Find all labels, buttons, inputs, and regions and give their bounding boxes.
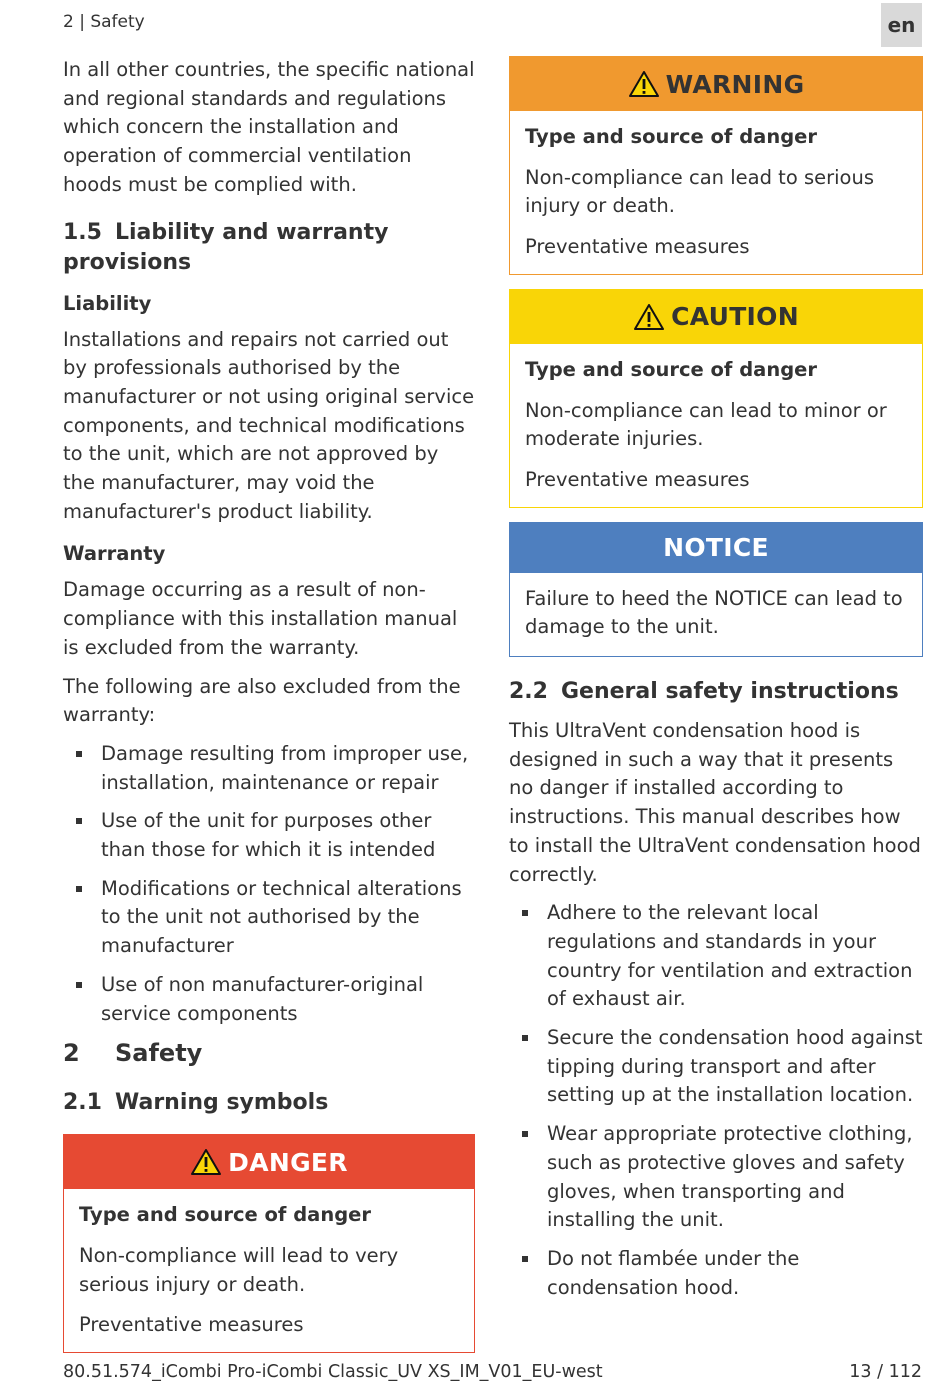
warranty-heading: Warranty xyxy=(63,542,166,566)
section-number: 2 xyxy=(63,1039,80,1068)
caution-box xyxy=(509,289,923,508)
warning-body xyxy=(510,111,922,274)
notice-box xyxy=(509,522,923,657)
right-column xyxy=(509,56,923,1312)
general-safety-text: This UltraVent condensation hood is designed in such a way that it presents no danger if installed according to instructions. This manual describes how to install the UltraVent condensation hood correctly. xyxy=(509,719,921,886)
danger-measures: Preventative measures xyxy=(79,1313,304,1337)
section-2-2-heading xyxy=(509,677,923,707)
running-header: 2 | Safety xyxy=(63,12,145,32)
section-title: Safety xyxy=(115,1039,203,1068)
notice-body xyxy=(510,573,922,656)
section-title: Liability and warranty provisions xyxy=(63,219,389,275)
warning-triangle-icon xyxy=(633,303,665,331)
caution-type: Type and source of danger xyxy=(525,357,818,381)
danger-description: Non-compliance will lead to very serious injury or death. xyxy=(79,1243,399,1296)
danger-label: DANGER xyxy=(228,1147,348,1177)
section-number: 2.2 xyxy=(509,679,548,705)
safety-list xyxy=(509,899,923,1302)
warranty-text-1: Damage occurring as a result of non-compliance with this installation manual is excluded from the warranty. xyxy=(63,578,458,659)
caution-measures: Preventative measures xyxy=(525,467,750,491)
warning-header xyxy=(510,57,922,111)
warning-triangle-icon xyxy=(190,1148,222,1176)
list-item: Modifications or technical alterations to the unit not authorised by the manufacturer xyxy=(63,875,475,961)
warranty-text-2: The following are also excluded from the warranty: xyxy=(63,674,461,727)
section-2-1-heading xyxy=(63,1088,475,1118)
exclusions-list xyxy=(63,740,475,1028)
section-1-5-heading xyxy=(63,218,475,278)
list-item: Damage resulting from improper use, installation, maintenance or repair xyxy=(63,740,475,797)
section-number: 2.1 xyxy=(63,1090,102,1116)
notice-header xyxy=(510,523,922,573)
warning-triangle-icon xyxy=(628,70,660,98)
section-2-heading xyxy=(63,1038,475,1068)
intro-paragraph: In all other countries, the specific national and regional standards and regulations which concern the installation and operation of commercial ventilation hoods must be complied with. xyxy=(63,58,475,196)
page-number: 13 / 112 xyxy=(849,1362,922,1382)
left-column xyxy=(63,56,475,1353)
warning-label: WARNING xyxy=(665,69,805,99)
notice-label: NOTICE xyxy=(663,533,769,563)
liability-text: Installations and repairs not carried out by professionals authorised by the manufacturer or not using original service components, and technical modifications to the unit, which are not approved by the manufacturer, may void the manufacturer's product liability. xyxy=(63,327,475,523)
danger-header xyxy=(64,1135,474,1189)
caution-body xyxy=(510,344,922,507)
caution-description: Non-compliance can lead to minor or moderate injuries. xyxy=(525,398,887,451)
section-number: 1.5 xyxy=(63,219,102,245)
list-item: Secure the condensation hood against tipping during transport and after setting up at the installation location. xyxy=(509,1024,923,1110)
danger-type: Type and source of danger xyxy=(79,1203,372,1227)
notice-description: Failure to heed the NOTICE can lead to damage to the unit. xyxy=(525,586,903,639)
caution-header xyxy=(510,290,922,344)
section-title: Warning symbols xyxy=(115,1090,329,1116)
list-item: Wear appropriate protective clothing, such as protective gloves and safety gloves, when transporting and installing the unit. xyxy=(509,1120,923,1235)
language-badge: en xyxy=(881,3,922,47)
list-item: Use of non manufacturer-original service components xyxy=(63,971,475,1028)
list-item: Do not flambée under the condensation hood. xyxy=(509,1245,923,1302)
danger-body xyxy=(64,1189,474,1352)
document-id: 80.51.574_iCombi Pro-iCombi Classic_UV XS_IM_V01_EU-west xyxy=(63,1362,603,1382)
danger-box xyxy=(63,1134,475,1353)
caution-label: CAUTION xyxy=(671,302,799,332)
section-title: General safety instructions xyxy=(561,679,899,705)
warning-box xyxy=(509,56,923,275)
warning-type: Type and source of danger xyxy=(525,125,818,148)
warning-measures: Preventative measures xyxy=(525,235,750,259)
warning-description: Non-compliance can lead to serious injury or death. xyxy=(525,165,874,218)
list-item: Use of the unit for purposes other than those for which it is intended xyxy=(63,807,475,864)
list-item: Adhere to the relevant local regulations and standards in your country for ventilation and extraction of exhaust air. xyxy=(509,899,923,1014)
liability-heading: Liability xyxy=(63,291,152,315)
